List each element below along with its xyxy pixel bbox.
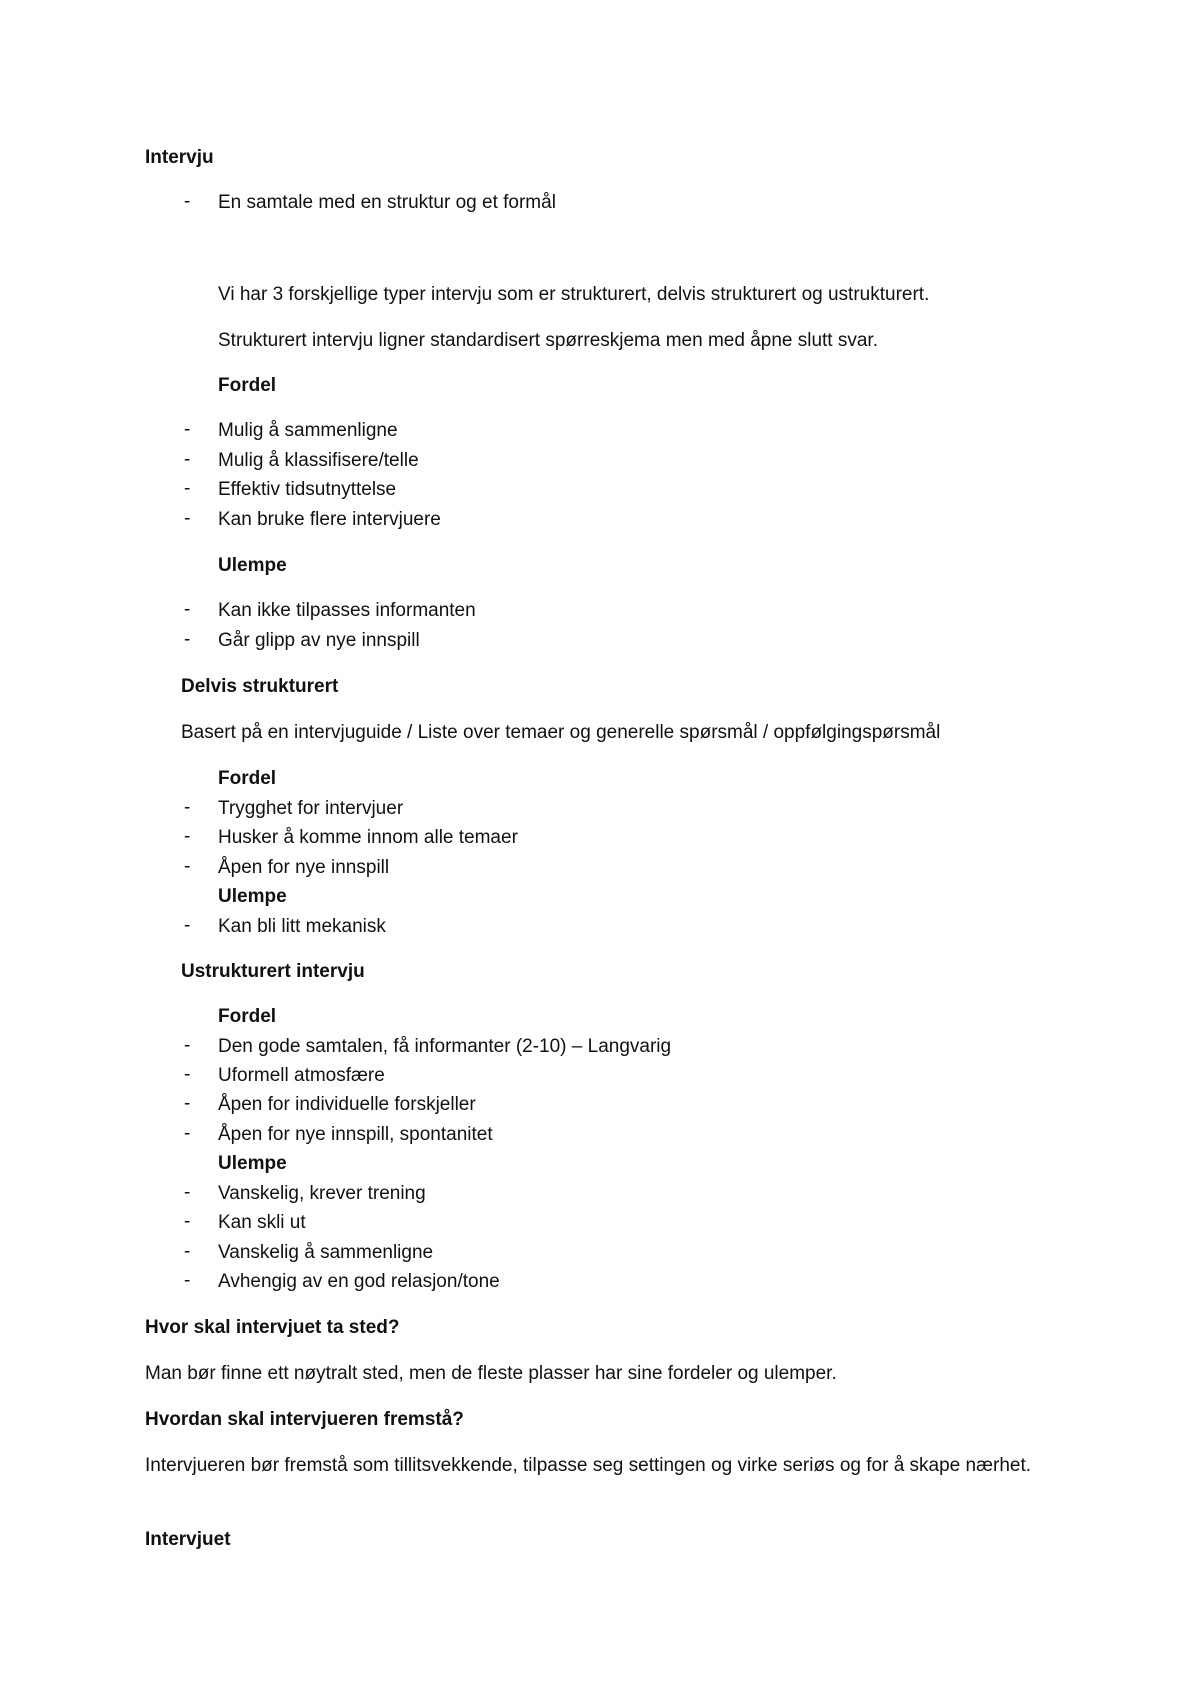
unstructured-heading: Ustrukturert intervju xyxy=(181,961,365,982)
bullet-dash: - xyxy=(184,599,191,620)
unstructured-pros-heading: Fordel xyxy=(218,1006,277,1027)
bullet-dash: - xyxy=(184,915,191,936)
list-item: Går glipp av nye innspill xyxy=(218,630,420,651)
bullet-dash: - xyxy=(184,1211,191,1232)
bullet-dash: - xyxy=(184,1123,191,1144)
types-sentence: Vi har 3 forskjellige typer intervju som er strukturert, delvis strukturert og ustrukturert. xyxy=(218,284,930,305)
list-item: Mulig å sammenligne xyxy=(218,420,398,441)
list-item: Åpen for nye innspill, spontanitet xyxy=(218,1124,493,1145)
structured-cons-heading: Ulempe xyxy=(218,555,287,576)
bullet-dash: - xyxy=(184,1093,191,1114)
structured-sentence: Strukturert intervju ligner standardisert spørreskjema men med åpne slutt svar. xyxy=(218,330,878,351)
bullet-dash: - xyxy=(184,419,191,440)
semi-cons-heading: Ulempe xyxy=(218,886,287,907)
bullet-dash: - xyxy=(184,191,191,212)
list-item: Trygghet for intervjuer xyxy=(218,798,404,819)
bullet-dash: - xyxy=(184,797,191,818)
bullet-dash: - xyxy=(184,449,191,470)
bullet-dash: - xyxy=(184,826,191,847)
list-item: Effektiv tidsutnyttelse xyxy=(218,479,397,500)
bullet-dash: - xyxy=(184,508,191,529)
list-item: Avhengig av en god relasjon/tone xyxy=(218,1271,500,1292)
how-text: Intervjueren bør fremstå som tillitsvekkende, tilpasse seg settingen og virke seriøs og for å skape nærhet. xyxy=(145,1455,1032,1476)
list-item: Åpen for individuelle forskjeller xyxy=(218,1094,476,1115)
list-item: Den gode samtalen, få informanter (2-10) – Langvarig xyxy=(218,1036,672,1057)
bullet-dash: - xyxy=(184,1035,191,1056)
bullet-dash: - xyxy=(184,1064,191,1085)
bullet-dash: - xyxy=(184,478,191,499)
list-item: Vanskelig å sammenligne xyxy=(218,1242,434,1263)
bullet-dash: - xyxy=(184,856,191,877)
unstructured-cons-heading: Ulempe xyxy=(218,1153,287,1174)
list-item: Uformell atmosfære xyxy=(218,1065,385,1086)
list-item: Kan ikke tilpasses informanten xyxy=(218,600,476,621)
list-item: Mulig å klassifisere/telle xyxy=(218,450,419,471)
final-heading: Intervjuet xyxy=(145,1529,231,1550)
list-item: Kan bli litt mekanisk xyxy=(218,916,386,937)
bullet-dash: - xyxy=(184,629,191,650)
intro-bullet: En samtale med en struktur og et formål xyxy=(218,192,556,213)
document-title: Intervju xyxy=(145,147,214,168)
bullet-dash: - xyxy=(184,1270,191,1291)
semi-heading: Delvis strukturert xyxy=(181,676,339,697)
semi-description: Basert på en intervjuguide / Liste over temaer og generelle spørsmål / oppfølgingspørsmål xyxy=(181,722,941,743)
list-item: Vanskelig, krever trening xyxy=(218,1183,426,1204)
list-item: Kan bruke flere intervjuere xyxy=(218,509,441,530)
list-item: Husker å komme innom alle temaer xyxy=(218,827,518,848)
where-heading: Hvor skal intervjuet ta sted? xyxy=(145,1317,400,1338)
structured-pros-heading: Fordel xyxy=(218,375,277,396)
how-heading: Hvordan skal intervjueren fremstå? xyxy=(145,1409,464,1430)
bullet-dash: - xyxy=(184,1182,191,1203)
semi-pros-heading: Fordel xyxy=(218,768,277,789)
where-text: Man bør finne ett nøytralt sted, men de fleste plasser har sine fordeler og ulemper. xyxy=(145,1363,837,1384)
list-item: Kan skli ut xyxy=(218,1212,306,1233)
bullet-dash: - xyxy=(184,1241,191,1262)
list-item: Åpen for nye innspill xyxy=(218,857,390,878)
